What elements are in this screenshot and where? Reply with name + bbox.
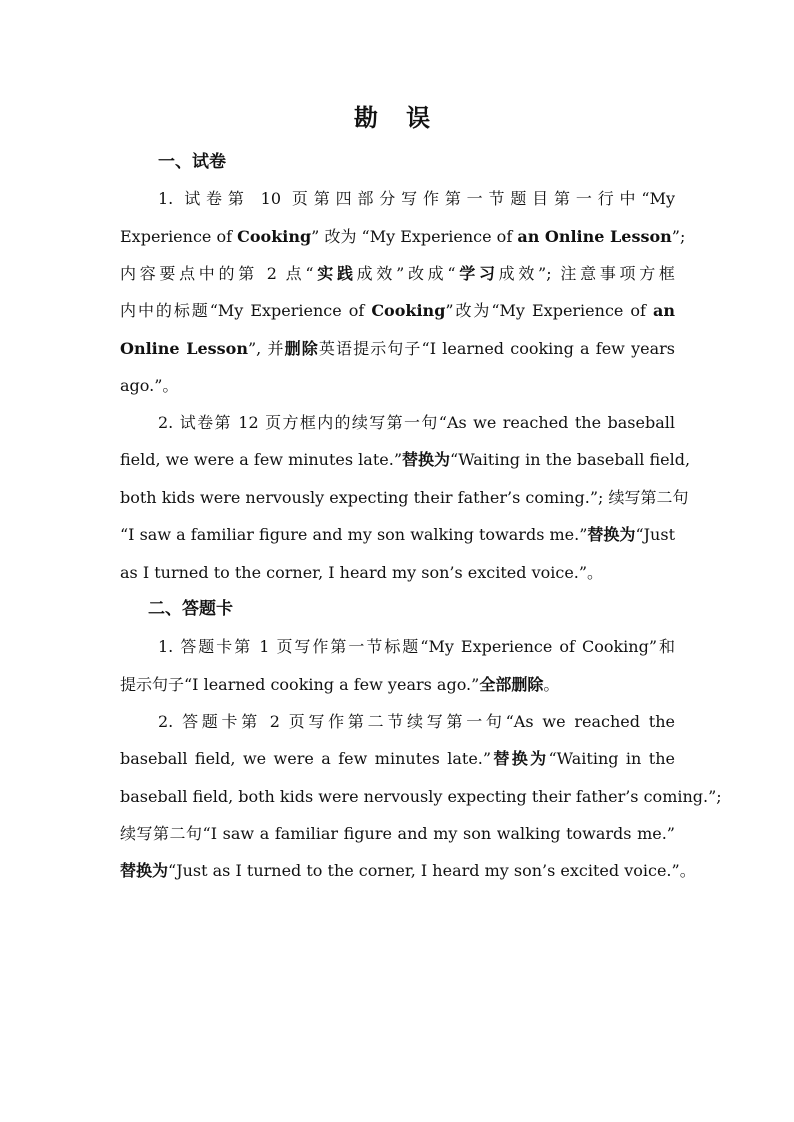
bold-text-run: 实践 xyxy=(313,264,357,283)
bold-text-run: 学习 xyxy=(455,264,499,283)
text-run: “Waiting in the baseball field, xyxy=(450,450,691,469)
text-run: baseball field, we were a few minutes late.” xyxy=(120,749,492,768)
section-heading: 二、答题卡 xyxy=(148,599,233,619)
section-heading: 一、试卷 xyxy=(158,152,226,172)
text-run: 内中的标题“My Experience of xyxy=(120,301,372,320)
text-line xyxy=(120,670,675,700)
text-run: 英语提示句子“I learned cooking a few years xyxy=(318,339,675,358)
bold-text-run: an xyxy=(652,301,675,320)
text-line xyxy=(120,782,722,812)
text-run: ago.”。 xyxy=(120,376,179,395)
text-line xyxy=(120,856,696,886)
text-run: ”, 并 xyxy=(247,339,285,358)
text-line xyxy=(158,632,675,662)
text-line xyxy=(120,222,686,252)
text-run: 。 xyxy=(543,675,560,694)
text-run: “Waiting in the xyxy=(548,749,675,768)
text-run: 2. 试卷第 12 页方框内的续写第一句“As we reached the baseball xyxy=(158,413,675,432)
text-run: “Just xyxy=(635,525,675,544)
text-line xyxy=(158,184,675,214)
bold-text-run: Online Lesson xyxy=(120,339,248,358)
text-run: ”; xyxy=(671,227,686,246)
bold-text-run: Cooking xyxy=(237,227,312,246)
text-run: “Just as I turned to the corner, I heard my son’s excited voice.”。 xyxy=(168,861,696,880)
text-run: 续写第二句“I saw a familiar figure and my son walking towards me.” xyxy=(120,824,675,843)
bold-text-run: 删除 xyxy=(284,339,319,358)
text-line xyxy=(158,707,675,737)
text-line xyxy=(120,296,675,326)
text-line xyxy=(120,744,675,774)
text-run: as I turned to the corner, I heard my son’s excited voice.”。 xyxy=(120,563,604,582)
bold-text-run: Cooking xyxy=(371,301,446,320)
text-line xyxy=(120,445,691,475)
text-run: baseball field, both kids were nervously expecting their father’s coming.”; xyxy=(120,787,722,806)
text-line xyxy=(120,558,675,588)
text-line xyxy=(120,259,675,289)
page-title: 勘 误 xyxy=(353,103,441,132)
text-run: field, we were a few minutes late.” xyxy=(120,450,402,469)
text-run: both kids were nervously expecting their father’s coming.”; 续写第二句 xyxy=(120,488,689,507)
bold-text-run: an Online Lesson xyxy=(517,227,672,246)
text-line xyxy=(158,408,675,438)
text-line xyxy=(120,483,689,513)
text-run: 1. 试卷第 10 页第四部分写作第一节题目第一行中“My xyxy=(158,189,675,208)
text-run: 1. 答题卡第 1 页写作第一节标题“My Experience of Cooking”和 xyxy=(158,637,675,656)
bold-text-run: 替换为 xyxy=(120,861,169,880)
text-run: “I saw a familiar figure and my son walking towards me.” xyxy=(120,525,588,544)
text-line xyxy=(120,819,675,849)
text-line xyxy=(120,520,675,550)
text-run: 2. 答题卡第 2 页写作第二节续写第一句“As we reached the xyxy=(158,712,675,731)
text-run: ”改为“My Experience of xyxy=(445,301,653,320)
text-run: 内容要点中的第 2 点“ xyxy=(120,264,314,283)
text-line xyxy=(120,334,675,364)
text-run: ” 改为 “My Experience of xyxy=(311,227,518,246)
text-run: 提示句子“I learned cooking a few years ago.” xyxy=(120,675,480,694)
bold-text-run: 替换为 xyxy=(491,749,549,768)
text-run: 成效”; 注意事项方框 xyxy=(498,264,675,283)
text-run: 成效”改成“ xyxy=(356,264,456,283)
bold-text-run: 全部删除 xyxy=(479,675,544,694)
bold-text-run: 替换为 xyxy=(587,525,636,544)
bold-text-run: 替换为 xyxy=(402,450,451,469)
text-run: Experience of xyxy=(120,227,238,246)
text-line xyxy=(120,371,675,401)
